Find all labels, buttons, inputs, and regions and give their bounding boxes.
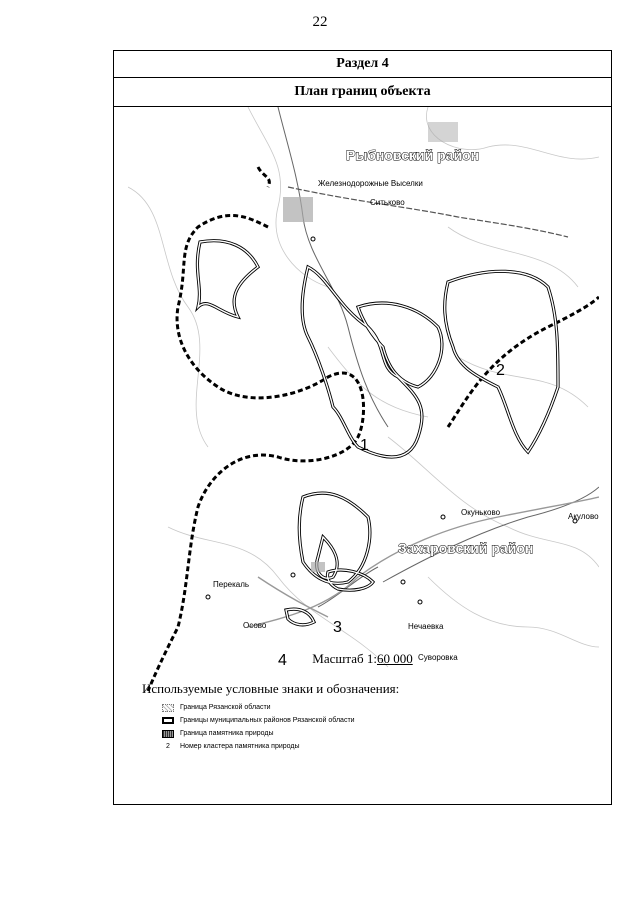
settlement-label: Осово xyxy=(243,621,267,630)
district-boundary xyxy=(148,167,599,691)
legend-label: Граница памятника природы xyxy=(180,730,274,737)
cluster-number-symbol: 2 xyxy=(166,743,170,750)
district-label-rybnovsky: Рыбновский район xyxy=(346,147,480,163)
settlement-label: Нечаевка xyxy=(408,622,444,631)
settlement-label: Акулово xyxy=(568,512,599,521)
district-boundary-swatch-icon xyxy=(162,717,174,724)
contour-lines xyxy=(128,107,599,667)
cluster-number: 3 xyxy=(333,619,342,636)
map-canvas xyxy=(128,107,599,691)
settlement-label: Суворовка xyxy=(418,653,458,662)
legend-item xyxy=(162,714,592,727)
legend-item xyxy=(162,701,592,714)
cluster-number: 1 xyxy=(360,437,369,454)
map-scale xyxy=(114,651,611,667)
railway xyxy=(288,187,568,237)
scale-label: Масштаб 1: xyxy=(312,651,377,666)
monument-boundary-swatch-icon xyxy=(162,730,174,738)
map-legend xyxy=(162,701,592,753)
settlement-label: Перекаль xyxy=(213,580,250,589)
document-frame xyxy=(113,50,612,805)
legend-label: Границы муниципальных районов Рязанской области xyxy=(180,717,355,724)
page-number: 22 xyxy=(312,14,328,30)
section-subtitle: План границ объекта xyxy=(114,78,611,107)
legend-label: Номер кластера памятника природы xyxy=(180,743,300,750)
district-label-zakharovsky: Захаровский район xyxy=(398,540,534,556)
section-title: Раздел 4 xyxy=(114,51,611,78)
settlement-label: Окуньково xyxy=(461,508,501,517)
region-boundary-swatch-icon xyxy=(162,704,174,712)
legend-item xyxy=(162,740,592,753)
boundary-map xyxy=(128,107,599,691)
legend-title: Используемые условные знаки и обозначения: xyxy=(142,681,400,696)
settlement-label: Ситьково xyxy=(370,198,405,207)
settlement-label: Железнодорожные Выселки xyxy=(318,179,423,188)
settlement-areas xyxy=(283,122,458,572)
legend-item xyxy=(162,727,592,740)
legend-label: Граница Рязанской области xyxy=(180,704,271,711)
cluster-number: 2 xyxy=(496,362,505,379)
cluster-number: 4 xyxy=(278,652,287,669)
scale-value: 60 000 xyxy=(376,651,413,666)
